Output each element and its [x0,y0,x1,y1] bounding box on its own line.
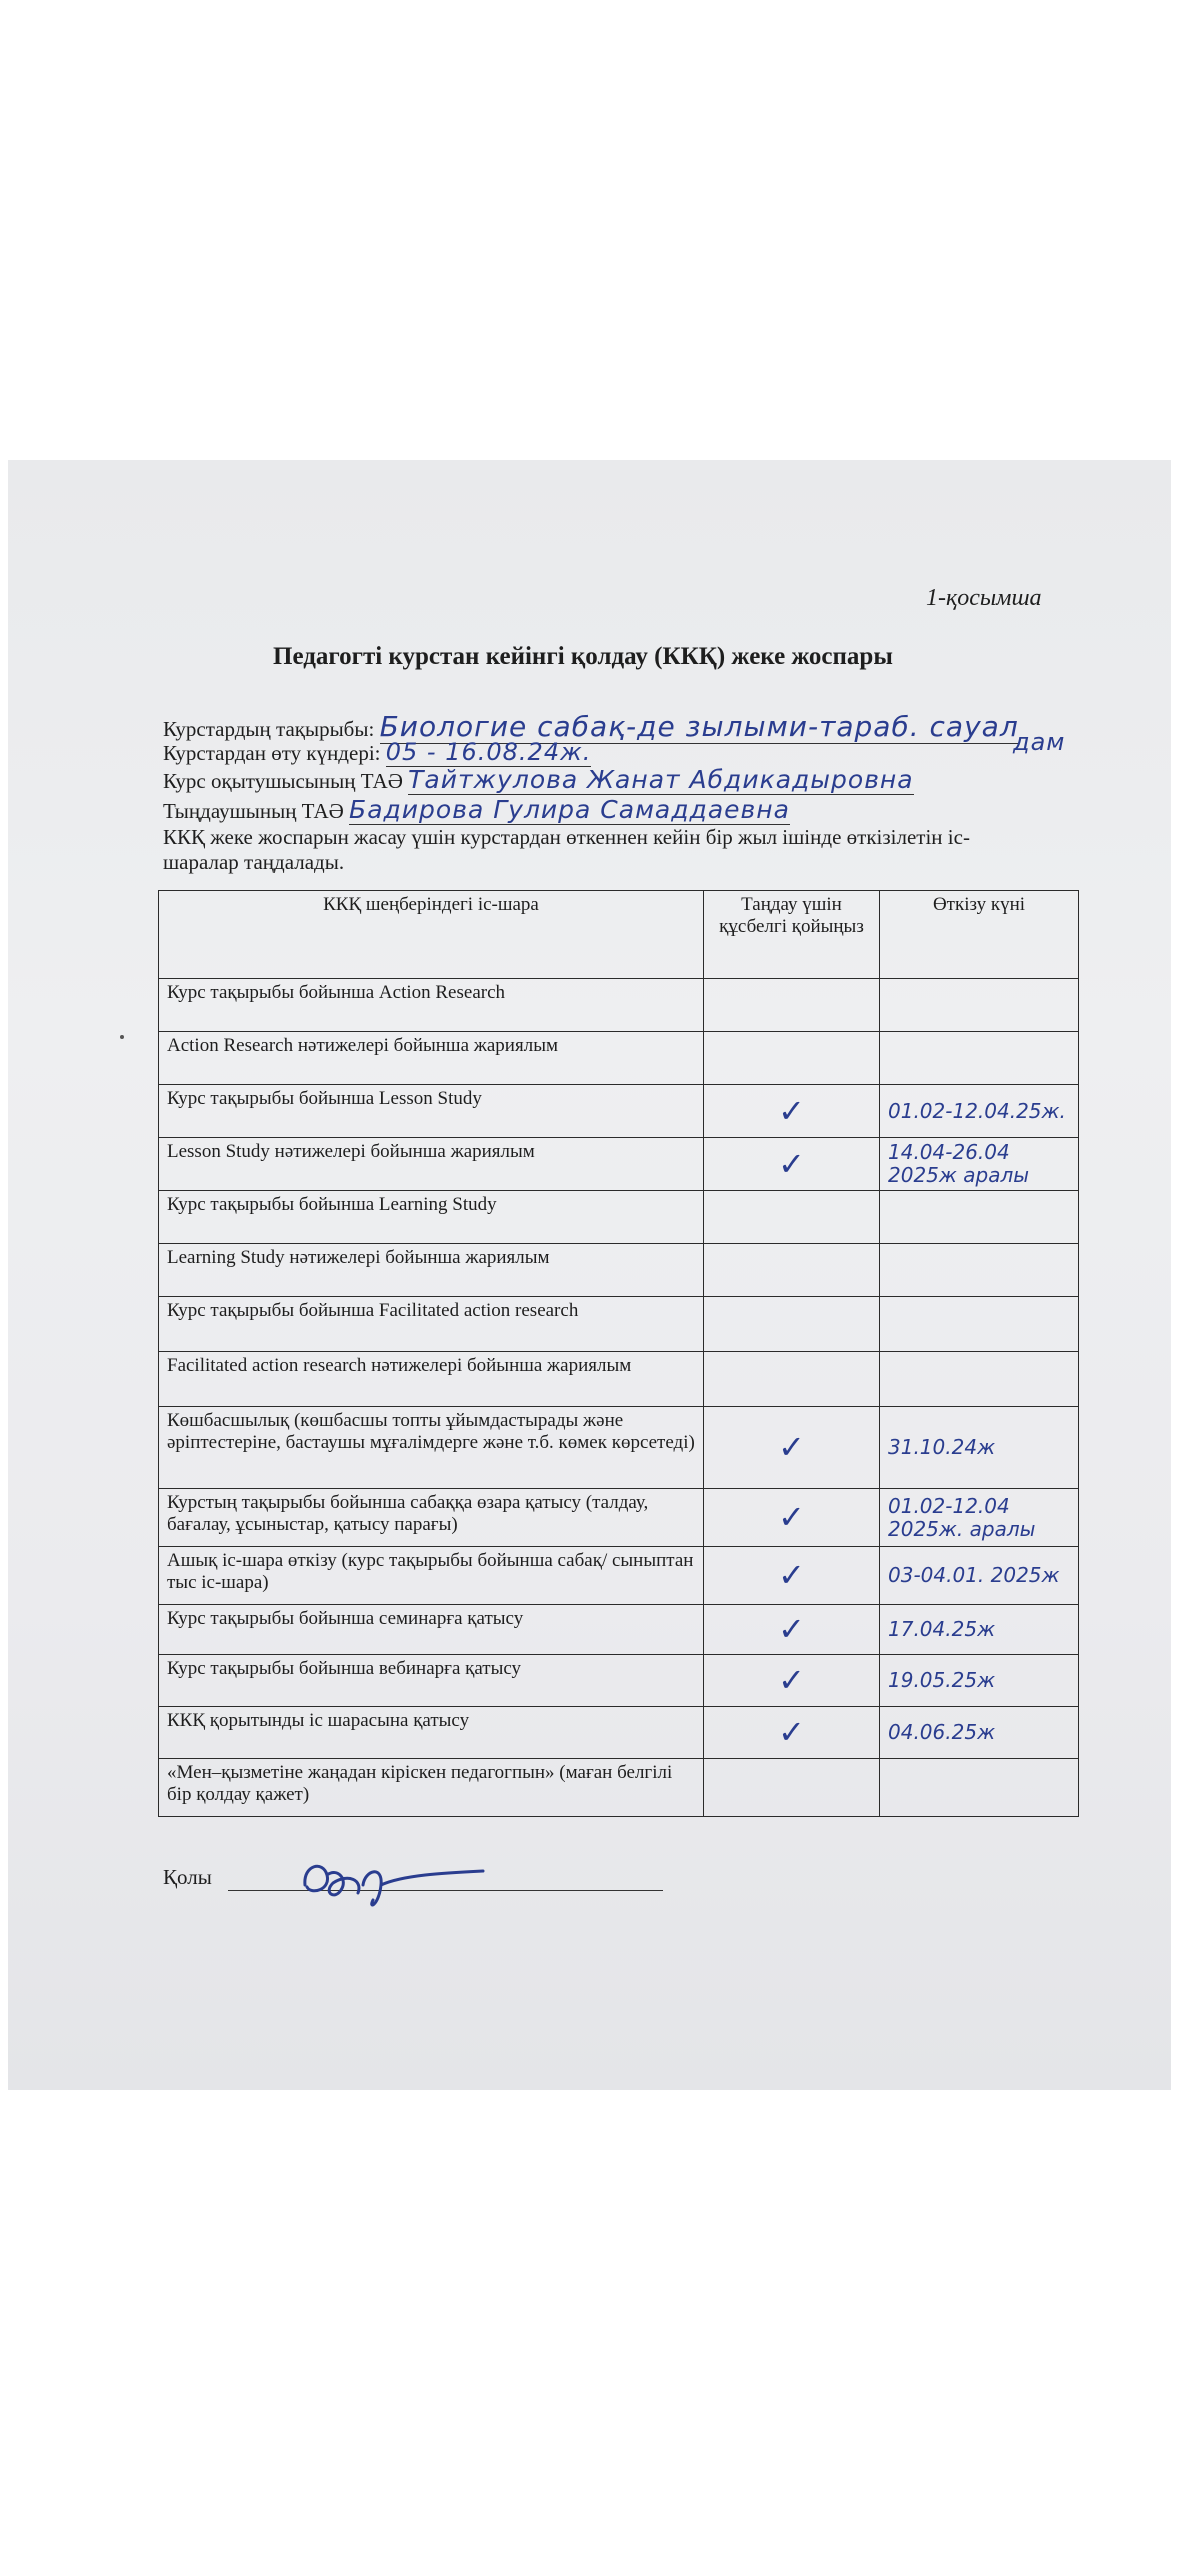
activity-table [158,890,1079,1817]
activity-cell: Курс тақырыбы бойынша семинарға қатысу [159,1605,704,1655]
activity-cell: Курстың тақырыбы бойынша сабаққа өзара қатысу (талдау, бағалау, ұсыныстар, қатысу парағы) [159,1489,704,1547]
table-row [159,1655,1079,1707]
check-cell: ✓ [704,1547,880,1605]
field-value: Бадирова Гулира Самаддаевна [349,795,790,824]
date-cell [880,1244,1079,1297]
table-row [159,979,1079,1032]
activity-cell: Курс тақырыбы бойынша Facilitated action research [159,1297,704,1352]
activity-cell: «Мен–қызметіне жаңадан кіріскен педагогпын» (маған белгілі бір қолдау қажет) [159,1759,704,1817]
field-label: Курс оқытушысының ТАӘ [163,769,403,793]
date-cell: 04.06.25ж [880,1707,1079,1759]
activity-cell: Курс тақырыбы бойынша Lesson Study [159,1085,704,1138]
header-check: Таңдау үшін құсбелгі қойыңыз [704,891,880,979]
check-cell [704,1759,880,1817]
date-cell [880,979,1079,1032]
check-cell [704,1032,880,1085]
table-row [159,1138,1079,1191]
field-value: Биологие сабақ-де зылыми-тараб. сауал [379,710,1019,743]
check-cell [704,979,880,1032]
activity-cell: Көшбасшылық (көшбасшы топты ұйымдастырады және әріптестеріне, бастаушы мұғалімдерге және т.б. көмек көрсетеді) [159,1407,704,1489]
field-label: Курстардан өту күндері: [163,741,381,765]
field-label: Тыңдаушының ТАӘ [163,799,344,823]
activity-cell: ККҚ қорытынды іс шарасына қатысу [159,1707,704,1759]
activity-cell: Курс тақырыбы бойынша вебинарға қатысу [159,1655,704,1707]
annex-label: 1-қосымша [926,585,1042,611]
date-cell: 01.02-12.04 2025ж. аралы [880,1489,1079,1547]
field-listener-name [163,795,790,824]
check-cell: ✓ [704,1605,880,1655]
table-row [159,1032,1079,1085]
check-cell: ✓ [704,1407,880,1489]
table-row [159,1297,1079,1352]
date-cell [880,1032,1079,1085]
check-cell: ✓ [704,1138,880,1191]
page-title: Педагогті курстан кейінгі қолдау (ККҚ) жеке жоспары [273,643,893,670]
date-cell [880,1352,1079,1407]
intro-line-2: шаралар таңдалады. [163,850,345,874]
date-cell: 03-04.01. 2025ж [880,1547,1079,1605]
document-photo [8,460,1171,2090]
field-value: 05 - 16.08.24ж. [385,738,592,766]
activity-cell: Facilitated action research нәтижелері бойынша жариялым [159,1352,704,1407]
table-row [159,1352,1079,1407]
activity-cell: Learning Study нәтижелері бойынша жариялым [159,1244,704,1297]
table-row [159,1085,1079,1138]
date-cell: 01.02-12.04.25ж. [880,1085,1079,1138]
check-cell: ✓ [704,1085,880,1138]
activity-cell: Lesson Study нәтижелері бойынша жариялым [159,1138,704,1191]
date-cell: 14.04-26.04 2025ж аралы [880,1138,1079,1191]
header-activity: ККҚ шеңберіндегі іс-шара [159,891,704,979]
date-cell: 17.04.25ж [880,1605,1079,1655]
table-row [159,1547,1079,1605]
table-row [159,1191,1079,1244]
field-course-dates [163,738,591,766]
speck [120,1035,124,1039]
check-cell [704,1297,880,1352]
date-cell [880,1297,1079,1352]
activity-cell: Курс тақырыбы бойынша Learning Study [159,1191,704,1244]
date-cell [880,1759,1079,1817]
table-row [159,1759,1079,1817]
date-cell [880,1191,1079,1244]
signature-label: Қолы [163,1865,212,1889]
signature-scribble [293,1845,493,1925]
table-row [159,1407,1079,1489]
table-row [159,1244,1079,1297]
table-header-row [159,891,1079,979]
field-value: Тайтжулова Жанат Абдикадыровна [408,765,914,794]
date-cell: 19.05.25ж [880,1655,1079,1707]
check-cell [704,1244,880,1297]
check-cell: ✓ [704,1489,880,1547]
check-cell: ✓ [704,1655,880,1707]
intro-line-1: ККҚ жеке жоспарын жасау үшін курстардан өткеннен кейін бір жыл ішінде өткізілетін іс- [163,825,970,849]
table-row [159,1605,1079,1655]
field-label: Курстардың тақырыбы: [163,717,375,741]
activity-cell: Ашық іс-шара өткізу (курс тақырыбы бойынша сабақ/ сыныптан тыс іс-шара) [159,1547,704,1605]
handwritten-extra: дам [1013,728,1066,756]
table-row [159,1707,1079,1759]
field-instructor-name [163,765,914,794]
check-cell [704,1191,880,1244]
table-row [159,1489,1079,1547]
date-cell: 31.10.24ж [880,1407,1079,1489]
check-cell: ✓ [704,1707,880,1759]
activity-cell: Action Research нәтижелері бойынша жариялым [159,1032,704,1085]
check-cell [704,1352,880,1407]
activity-cell: Курс тақырыбы бойынша Action Research [159,979,704,1032]
header-date: Өткізу күні [880,891,1079,979]
